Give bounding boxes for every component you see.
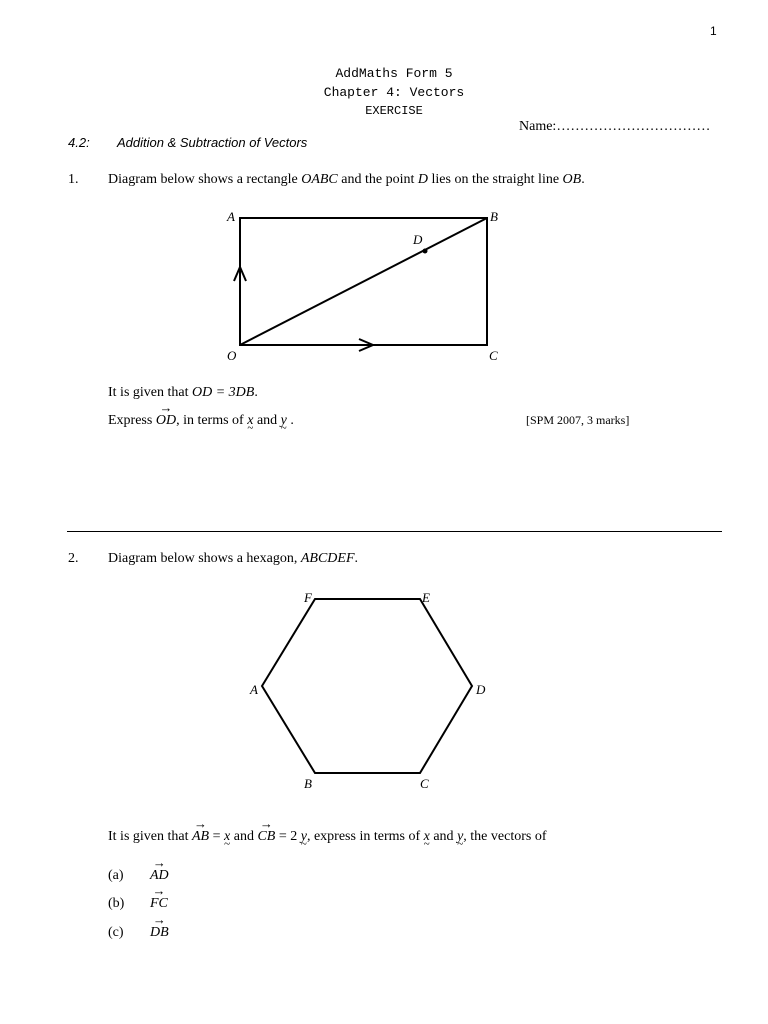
label-d: D bbox=[476, 682, 486, 697]
label-c: C bbox=[420, 776, 429, 791]
q1-express: Express → OD, in terms of x ~ and y ~ . bbox=[108, 413, 294, 429]
hexagon-diagram bbox=[249, 590, 486, 791]
q2-part-b-label: (b) bbox=[108, 896, 125, 911]
label-b: B bbox=[304, 776, 312, 791]
label-f: F bbox=[304, 590, 312, 605]
section-title: Addition & Subtraction of Vectors bbox=[117, 135, 308, 150]
page-number: 1 bbox=[710, 24, 717, 38]
q1-intro: Diagram below shows a rectangle OABC and the point D lies on the straight line OB. bbox=[108, 172, 585, 187]
q2-number: 2. bbox=[68, 551, 79, 566]
section-number: 4.2: bbox=[68, 135, 90, 150]
header-chapter: Chapter 4: Vectors bbox=[323, 85, 465, 100]
label-c: C bbox=[489, 348, 498, 363]
label-b: B bbox=[490, 209, 498, 224]
name-field: Name:…………………………… bbox=[519, 119, 711, 134]
rectangle-diagram bbox=[226, 209, 498, 363]
label-a: A bbox=[227, 209, 235, 224]
q2-part-a-vector: → AD bbox=[150, 868, 169, 884]
label-o: O bbox=[227, 348, 237, 363]
q2-part-c-vector: → DB bbox=[150, 925, 169, 941]
q2-part-b-vector: → FC bbox=[150, 896, 168, 912]
q1-number: 1. bbox=[68, 172, 79, 187]
q1-given: It is given that OD = 3DB. bbox=[108, 385, 258, 400]
diagonal-ob bbox=[240, 218, 487, 345]
label-a: A bbox=[250, 682, 258, 697]
question-divider bbox=[67, 531, 722, 532]
header-title: AddMaths Form 5 bbox=[335, 66, 453, 81]
header-exercise: EXERCISE bbox=[365, 104, 423, 118]
q2-given: It is given that → AB = x ~ and → CB = 2 y ~, express in terms of x ~ and y ~, the vectors of bbox=[108, 829, 546, 845]
q2-intro: Diagram below shows a hexagon, ABCDEF. bbox=[108, 551, 358, 566]
q2-part-a-label: (a) bbox=[108, 868, 124, 883]
q2-part-c-label: (c) bbox=[108, 925, 124, 940]
label-e: E bbox=[422, 590, 430, 605]
label-d: D bbox=[413, 232, 423, 247]
q1-source: [SPM 2007, 3 marks] bbox=[526, 413, 630, 427]
hexagon-abcdef bbox=[262, 599, 472, 773]
point-d bbox=[423, 249, 428, 254]
